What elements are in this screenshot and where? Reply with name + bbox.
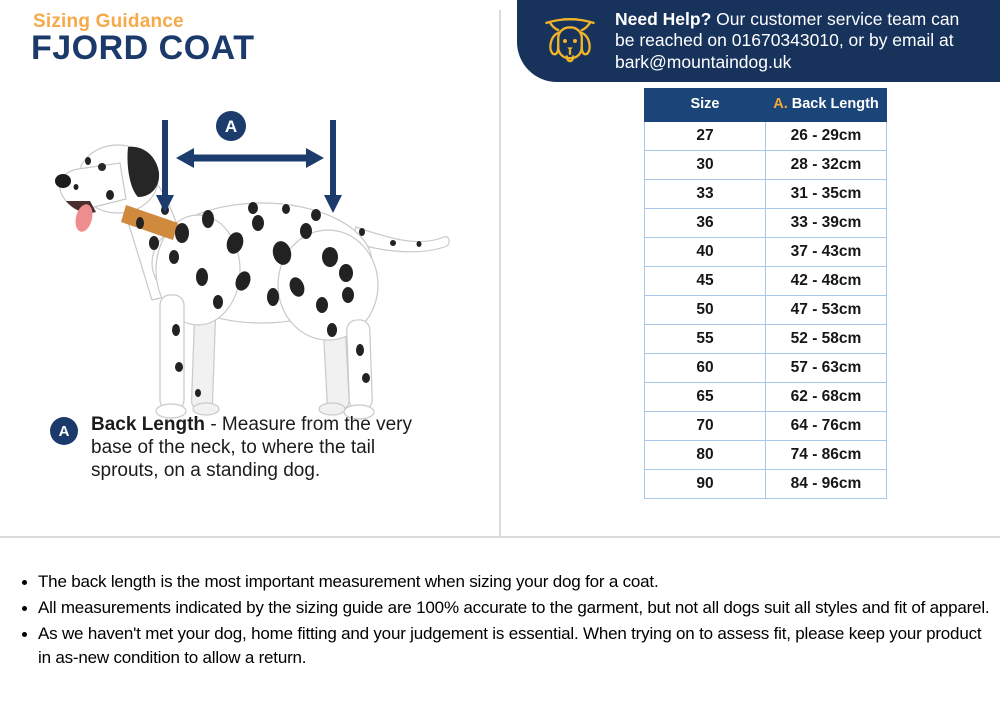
help-banner-body: Our customer service team can be reached on 01670343010, or by email at bark@mountaindog.uk xyxy=(615,8,960,72)
legend-text xyxy=(91,413,441,483)
legend-description: - Measure from the very base of the neck, to where the tail sprouts, on a standing dog. xyxy=(91,414,412,482)
note-item: As we haven't met your dog, home fitting and your judgement is essential. When trying on to assess fit, please keep your product in as-new condition to allow a return. xyxy=(18,622,990,670)
size-cell: 27 xyxy=(645,122,766,151)
sizing-notes xyxy=(18,570,990,673)
back-length-cell: 26 - 29cm xyxy=(766,122,887,151)
table-row xyxy=(645,238,887,267)
horizontal-divider xyxy=(0,536,1000,538)
size-column-header: Size xyxy=(645,89,766,122)
size-cell: 65 xyxy=(645,383,766,412)
table-row xyxy=(645,470,887,499)
size-table-header-row xyxy=(645,89,887,122)
help-banner-text xyxy=(615,9,971,73)
note-item: All measurements indicated by the sizing guide are 100% accurate to the garment, but not all dogs suit all styles and fit of apparel. xyxy=(18,596,990,620)
legend-a-badge: A xyxy=(50,417,78,445)
dog-face-icon xyxy=(541,11,599,71)
back-length-cell: 52 - 58cm xyxy=(766,325,887,354)
back-length-marker: A. xyxy=(773,96,788,113)
back-length-cell: 42 - 48cm xyxy=(766,267,887,296)
table-row xyxy=(645,383,887,412)
back-length-cell: 62 - 68cm xyxy=(766,383,887,412)
table-row xyxy=(645,151,887,180)
back-length-arrows xyxy=(156,120,342,213)
help-banner-title: Need Help? xyxy=(615,8,712,29)
note-item: The back length is the most important measurement when sizing your dog for a coat. xyxy=(18,570,990,594)
page-title: FJORD COAT xyxy=(31,29,255,67)
dog-measurement-figure xyxy=(30,95,460,425)
back-length-cell: 28 - 32cm xyxy=(766,151,887,180)
back-length-cell: 37 - 43cm xyxy=(766,238,887,267)
back-length-cell: 33 - 39cm xyxy=(766,209,887,238)
eyebrow-label: Sizing Guidance xyxy=(33,11,184,32)
size-cell: 50 xyxy=(645,296,766,325)
table-row xyxy=(645,412,887,441)
back-length-cell: 74 - 86cm xyxy=(766,441,887,470)
table-row xyxy=(645,180,887,209)
help-banner xyxy=(517,0,1000,82)
table-row xyxy=(645,296,887,325)
measurement-a-badge xyxy=(216,111,246,141)
legend-term: Back Length xyxy=(91,414,206,435)
size-cell: 36 xyxy=(645,209,766,238)
table-row xyxy=(645,267,887,296)
size-cell: 55 xyxy=(645,325,766,354)
back-length-cell: 84 - 96cm xyxy=(766,470,887,499)
table-row xyxy=(645,122,887,151)
back-length-column-header: A. Back Length xyxy=(766,89,887,122)
vertical-divider xyxy=(499,10,501,537)
size-cell: 30 xyxy=(645,151,766,180)
table-row xyxy=(645,325,887,354)
size-cell: 80 xyxy=(645,441,766,470)
table-row xyxy=(645,209,887,238)
back-length-cell: 57 - 63cm xyxy=(766,354,887,383)
table-row xyxy=(645,441,887,470)
size-table xyxy=(644,88,887,499)
size-cell: 70 xyxy=(645,412,766,441)
svg-text:A: A xyxy=(224,117,238,136)
size-cell: 40 xyxy=(645,238,766,267)
back-length-legend xyxy=(50,413,441,483)
size-cell: 45 xyxy=(645,267,766,296)
back-length-cell: 47 - 53cm xyxy=(766,296,887,325)
size-cell: 90 xyxy=(645,470,766,499)
size-cell: 33 xyxy=(645,180,766,209)
back-length-cell: 31 - 35cm xyxy=(766,180,887,209)
dalmatian-illustration xyxy=(60,145,449,419)
table-row xyxy=(645,354,887,383)
size-cell: 60 xyxy=(645,354,766,383)
back-length-cell: 64 - 76cm xyxy=(766,412,887,441)
